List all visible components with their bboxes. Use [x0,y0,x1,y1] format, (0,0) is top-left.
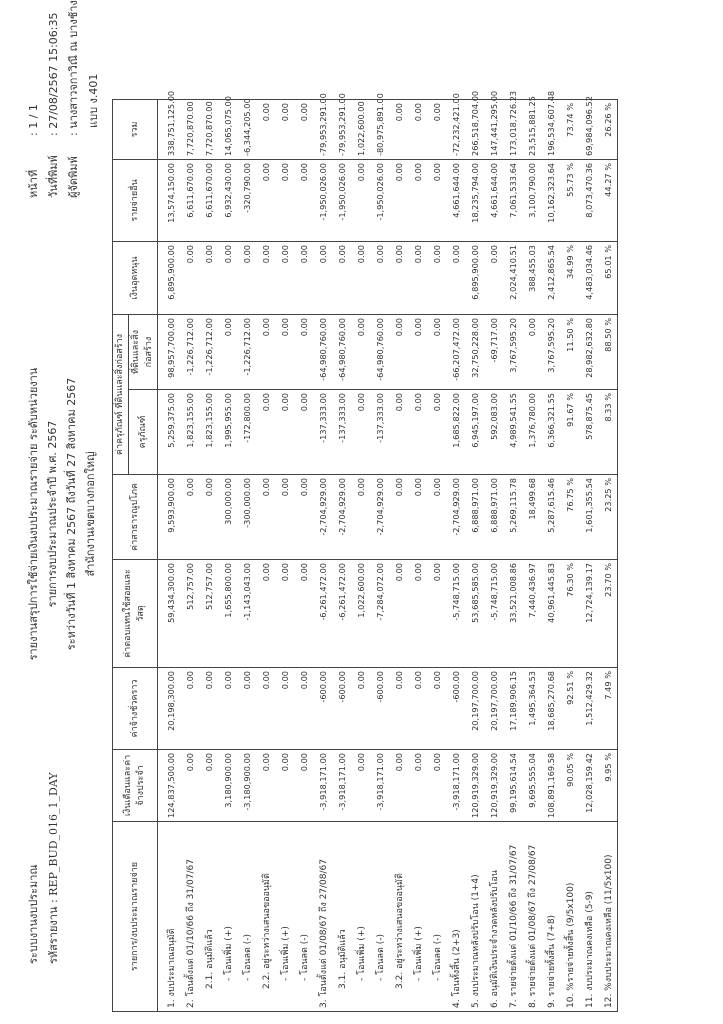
cell-salary: 120,919,329.00 [484,750,503,822]
cell-salary: 99,195,614.54 [503,750,522,822]
cell-land-building: 32,750,228.00 [465,314,484,389]
cell-subsidy: 65.01 % [598,241,618,314]
cell-temp-wage: -600.00 [446,668,465,750]
cell-total: 0.00 [408,99,427,159]
form-code: แบบ ง.401 [87,73,100,128]
cell-equipment: 8.33 % [598,390,618,475]
cell-utilities: 1,601,355.54 [579,475,598,560]
cell-compensation: 0.00 [294,560,313,668]
cell-equipment: 1,995,955.00 [218,390,237,475]
cell-compensation: -5,748,715.00 [446,560,465,668]
cell-temp-wage: 0.00 [351,668,370,750]
fiscal-year: รายการงบประมาณประจำปี พ.ศ. 2567 [46,420,59,608]
system-name: ระบบงานงบประมาณ [27,864,40,964]
cell-salary: 90.05 % [560,750,579,822]
cell-utilities: 5,287,615.46 [541,475,560,560]
table-row [541,99,560,1011]
col-item: รายการ/งบประมาณรายจ่าย [113,822,158,1012]
cell-salary: 0.00 [275,750,294,822]
cell-subsidy: 0.00 [446,241,465,314]
cell-other: 4,661,644.00 [484,159,503,241]
table-row [237,99,256,1011]
report-title: รายงานสรุปการใช้จ่ายเงินงบประมาณรายจ่าย ระดับหน่วยงาน [27,367,40,661]
cell-land-building: -1,226,712.00 [199,314,218,389]
cell-utilities: 6,888,971.00 [484,475,503,560]
col-utilities: ค่าสาธารณูปโภค [113,475,158,560]
table-row [294,99,313,1011]
cell-other: 7,061,533.64 [503,159,522,241]
cell-total: 26.26 % [598,99,618,159]
cell-subsidy: 2,412,865.54 [541,241,560,314]
cell-salary: -3,180,900.00 [237,750,256,822]
col-subsidy: เงินอุดหนุน [113,241,158,314]
cell-land-building: 3,767,595.20 [541,314,560,389]
cell-other: -1,950,026.00 [370,159,389,241]
cell-utilities: -2,704,929.00 [313,475,332,560]
cell-temp-wage: 0.00 [427,668,446,750]
cell-salary: 120,919,329.00 [465,750,484,822]
row-label: 7. รายจ่ายตั้งแต่ 01/10/66 ถึง 31/07/67 [503,822,522,1012]
print-date-label: วันที่พิมพ์ [47,155,60,198]
cell-total: 0.00 [256,99,275,159]
cell-utilities: 0.00 [180,475,199,560]
cell-temp-wage: 17,189,906.15 [503,668,522,750]
cell-subsidy: 0.00 [370,241,389,314]
cell-compensation: 0.00 [389,560,408,668]
cell-salary: 108,891,169.58 [541,750,560,822]
cell-other: 0.00 [389,159,408,241]
cell-other: 10,162,323.64 [541,159,560,241]
row-label: 6. อนุมัติเงินประจำงวดหลังปรับโอน [484,822,503,1012]
cell-compensation: 0.00 [256,560,275,668]
cell-other: 44.27 % [598,159,618,241]
cell-salary: 0.00 [427,750,446,822]
cell-subsidy: 388,455.03 [522,241,541,314]
row-label: 9. รายจ่ายทั้งสิ้น (7+8) [541,822,560,1012]
table-row [389,99,408,1011]
cell-salary: 0.00 [389,750,408,822]
row-label: - โอนลด (-) [427,822,446,1012]
cell-utilities: 0.00 [199,475,218,560]
cell-total: 7,720,870.00 [180,99,199,159]
cell-utilities: 23.25 % [598,475,618,560]
cell-utilities: 9,593,900.00 [158,475,181,560]
table-row [218,99,237,1011]
cell-compensation: -6,261,472.00 [313,560,332,668]
cell-land-building: -64,980,760.00 [370,314,389,389]
cell-compensation: 76.30 % [560,560,579,668]
cell-subsidy: 0.00 [389,241,408,314]
budget-summary-table [112,90,618,1012]
cell-utilities: 76.75 % [560,475,579,560]
table-row [408,99,427,1011]
cell-utilities: 0.00 [256,475,275,560]
cell-equipment: 0.00 [389,390,408,475]
cell-utilities: 0.00 [351,475,370,560]
cell-total: 338,751,125.00 [158,99,181,159]
cell-equipment: -137,333.00 [370,390,389,475]
cell-other: 3,100,790.00 [522,159,541,241]
table-row [313,99,332,1011]
cell-equipment: 0.00 [275,390,294,475]
cell-compensation: 23.70 % [598,560,618,668]
table-row [598,99,618,1011]
cell-equipment: 5,259,375.00 [158,390,181,475]
cell-total: -72,232,421.00 [446,99,465,159]
cell-utilities: -2,704,929.00 [446,475,465,560]
cell-temp-wage: 0.00 [389,668,408,750]
row-label: - โอนลด (-) [370,822,389,1012]
row-label: - โอนลด (-) [237,822,256,1012]
cell-compensation: -6,261,472.00 [332,560,351,668]
cell-land-building: 0.00 [275,314,294,389]
table-row [579,99,598,1011]
cell-total: 0.00 [294,99,313,159]
row-label: 3. โอนตั้งแต่ 01/08/67 ถึง 27/08/67 [313,822,332,1012]
table-row [370,99,389,1011]
cell-salary: -3,918,171.00 [370,750,389,822]
cell-total: 23,515,881.25 [522,99,541,159]
cell-salary: -3,918,171.00 [313,750,332,822]
cell-equipment: -137,333.00 [332,390,351,475]
cell-land-building: -64,980,760.00 [332,314,351,389]
cell-total: 14,065,075.00 [218,99,237,159]
cell-subsidy: 0.00 [332,241,351,314]
page-number-label: หน้าที่ [27,169,40,198]
cell-equipment: 1,823,155.00 [199,390,218,475]
cell-subsidy: 0.00 [484,241,503,314]
cell-equipment: 578,875.45 [579,390,598,475]
cell-total: 266,518,704.00 [465,99,484,159]
cell-other: 0.00 [408,159,427,241]
cell-temp-wage: 0.00 [408,668,427,750]
cell-equipment: 6,945,197.00 [465,390,484,475]
col-other: รายจ่ายอื่น [113,159,158,241]
cell-compensation: 53,685,585.00 [465,560,484,668]
row-label: 2. โอนตั้งแต่ 01/10/66 ถึง 31/07/67 [180,822,199,1012]
cell-subsidy: 0.00 [199,241,218,314]
cell-land-building: 0.00 [218,314,237,389]
row-label: 8. รายจ่ายตั้งแต่ 01/08/67 ถึง 27/08/67 [522,822,541,1012]
table-row [446,99,465,1011]
cell-temp-wage: 20,198,300.00 [158,668,181,750]
cell-total: 0.00 [427,99,446,159]
header-left [24,772,64,964]
cell-temp-wage: 0.00 [199,668,218,750]
cell-total: 7,720,870.00 [199,99,218,159]
cell-equipment: 1,823,155.00 [180,390,199,475]
table-row [180,99,199,1011]
cell-compensation: 512,757.00 [199,560,218,668]
cell-compensation: 33,521,008.86 [503,560,522,668]
cell-temp-wage: 1,495,364.53 [522,668,541,750]
cell-salary: 9,695,555.04 [522,750,541,822]
header-right [24,0,104,198]
printed-by-label: ผู้จัดพิมพ์ [67,156,80,198]
cell-land-building: 0.00 [408,314,427,389]
cell-other: 0.00 [294,159,313,241]
cell-other: -320,790.00 [237,159,256,241]
row-label: 2.1. อนุมัติแล้ว [199,822,218,1012]
cell-total: -79,953,291.00 [332,99,351,159]
cell-utilities: 0.00 [427,475,446,560]
cell-equipment: 0.00 [351,390,370,475]
cell-salary: 0.00 [180,750,199,822]
date-range: ระหว่างวันที่ 1 สิงหาคม 2567 ถึงวันที่ 27 สิงหาคม 2567 [65,377,78,651]
cell-land-building: 0.00 [427,314,446,389]
cell-land-building: -1,226,712.00 [180,314,199,389]
report-code: รหัสรายงาน : REP_BUD_016_1_DAY [47,772,60,964]
row-label: - โอนลด (-) [294,822,313,1012]
cell-temp-wage: 18,685,270.68 [541,668,560,750]
office-name: สำนักงานเขตบางกอกใหญ่ [84,451,97,577]
cell-compensation: -7,284,072.00 [370,560,389,668]
cell-temp-wage: 20,197,700.00 [484,668,503,750]
cell-compensation: 12,724,139.17 [579,560,598,668]
table-row [351,99,370,1011]
cell-temp-wage: 0.00 [256,668,275,750]
cell-utilities: 0.00 [275,475,294,560]
cell-equipment: 1,685,822.00 [446,390,465,475]
cell-utilities: -2,704,929.00 [332,475,351,560]
cell-equipment: 91.67 % [560,390,579,475]
cell-total: -6,344,205.00 [237,99,256,159]
cell-total: 0.00 [389,99,408,159]
cell-land-building: -64,980,760.00 [313,314,332,389]
row-label: 10. %รายจ่ายทั้งสิ้น (9/5x100) [560,822,579,1012]
cell-temp-wage: 0.00 [180,668,199,750]
cell-utilities: 6,888,971.00 [465,475,484,560]
cell-salary: 3,180,900.00 [218,750,237,822]
table-row [332,99,351,1011]
cell-compensation: 7,440,436.97 [522,560,541,668]
cell-temp-wage: 1,512,429.32 [579,668,598,750]
col-salary: เงินเดือนและค่าจ้างประจำ [113,750,158,822]
cell-other: 18,235,794.00 [465,159,484,241]
cell-compensation: -5,748,715.00 [484,560,503,668]
cell-other: 6,932,430.00 [218,159,237,241]
cell-salary: 0.00 [351,750,370,822]
cell-utilities: -300,000.00 [237,475,256,560]
cell-other: 8,073,470.36 [579,159,598,241]
cell-temp-wage: 0.00 [218,668,237,750]
cell-salary: 124,837,500.00 [158,750,181,822]
cell-subsidy: 0.00 [275,241,294,314]
row-label: 3.2. อยู่ระหว่างเสนอขออนุมัติ [389,822,408,1012]
cell-compensation: 59,434,300.00 [158,560,181,668]
cell-equipment: -137,333.00 [313,390,332,475]
table-row [503,99,522,1011]
table-row [560,99,579,1011]
row-label: 5. งบประมาณหลังปรับโอน (1+4) [465,822,484,1012]
col-total: รวม [113,99,158,159]
cell-temp-wage: -600.00 [332,668,351,750]
cell-temp-wage: 20,197,700.00 [465,668,484,750]
cell-compensation: 40,961,445.83 [541,560,560,668]
cell-equipment: 0.00 [294,390,313,475]
print-date-value: : 27/08/2567 15:06:35 [47,12,60,136]
cell-total: -79,953,291.00 [313,99,332,159]
page-number-value: : 1 / 1 [27,104,40,136]
cell-equipment: 1,376,780.00 [522,390,541,475]
cell-other: 6,611,670.00 [180,159,199,241]
cell-temp-wage: 7.49 % [598,668,618,750]
cell-compensation: 0.00 [408,560,427,668]
cell-subsidy: 6,895,900.00 [158,241,181,314]
cell-other: -1,950,026.00 [332,159,351,241]
col-land-building: ที่ดินและสิ่งก่อสร้าง [129,314,158,389]
cell-land-building: 88.50 % [598,314,618,389]
cell-equipment: 0.00 [427,390,446,475]
cell-total: 147,441,295.00 [484,99,503,159]
cell-subsidy: 0.00 [294,241,313,314]
col-equipment: ครุภัณฑ์ [129,390,158,475]
cell-land-building: -69,717.00 [484,314,503,389]
cell-salary: 0.00 [294,750,313,822]
cell-land-building: -1,226,712.00 [237,314,256,389]
cell-land-building: 0.00 [389,314,408,389]
cell-subsidy: 2,024,410.51 [503,241,522,314]
cell-land-building: 98,957,700.00 [158,314,181,389]
cell-salary: 0.00 [408,750,427,822]
cell-utilities: 18,499.68 [522,475,541,560]
row-label: 1. งบประมาณอนุมัติ [158,822,181,1012]
cell-equipment: 592,083.00 [484,390,503,475]
table-row [199,99,218,1011]
cell-temp-wage: 92.51 % [560,668,579,750]
cell-subsidy: 0.00 [427,241,446,314]
print-date-row [44,0,64,198]
cell-equipment: 0.00 [256,390,275,475]
cell-subsidy: 0.00 [237,241,256,314]
table-row [427,99,446,1011]
cell-subsidy: 0.00 [256,241,275,314]
page-number-row [24,0,44,198]
cell-other: 0.00 [427,159,446,241]
row-label: - โอนเพิ่ม (+) [408,822,427,1012]
cell-utilities: 0.00 [389,475,408,560]
cell-other: 4,661,644.00 [446,159,465,241]
header-center [24,304,100,724]
cell-total: 196,534,607.48 [541,99,560,159]
cell-salary: 12,028,159.42 [579,750,598,822]
row-label: 12. %งบประมาณคงเหลือ (11/5x100) [598,822,618,1012]
table-row [465,99,484,1011]
table-row [256,99,275,1011]
row-label: 11. งบประมาณคงเหลือ (5-9) [579,822,598,1012]
cell-land-building: 28,982,632.80 [579,314,598,389]
cell-utilities: 0.00 [408,475,427,560]
cell-other: 6,611,670.00 [199,159,218,241]
cell-compensation: 512,757.00 [180,560,199,668]
cell-equipment: 0.00 [408,390,427,475]
table-row [522,99,541,1011]
cell-land-building: 0.00 [294,314,313,389]
cell-compensation: 0.00 [275,560,294,668]
cell-temp-wage: 0.00 [237,668,256,750]
row-label: - โอนเพิ่ม (+) [275,822,294,1012]
cell-temp-wage: 0.00 [294,668,313,750]
cell-salary: -3,918,171.00 [446,750,465,822]
cell-salary: 0.00 [256,750,275,822]
cell-other: 55.73 % [560,159,579,241]
cell-total: 0.00 [275,99,294,159]
cell-temp-wage: -600.00 [370,668,389,750]
cell-land-building: 0.00 [351,314,370,389]
cell-temp-wage: 0.00 [275,668,294,750]
table-row [484,99,503,1011]
table-body [158,90,618,1011]
cell-compensation: 1,655,800.00 [218,560,237,668]
cell-subsidy: 0.00 [313,241,332,314]
cell-equipment: 6,366,321.55 [541,390,560,475]
cell-subsidy: 4,483,034.46 [579,241,598,314]
table-row [275,99,294,1011]
col-compensation: ค่าตอบแทนใช้สอยและวัสดุ [113,560,158,668]
row-label: - โอนเพิ่ม (+) [218,822,237,1012]
cell-subsidy: 0.00 [351,241,370,314]
col-temp-wage: ค่าจ้างชั่วคราว [113,668,158,750]
row-label: - โอนเพิ่ม (+) [351,822,370,1012]
cell-total: 69,984,096.52 [579,99,598,159]
cell-subsidy: 0.00 [408,241,427,314]
cell-subsidy: 34.99 % [560,241,579,314]
cell-land-building: -66,207,472.00 [446,314,465,389]
printed-by-value: : นางสาวจกาวิณี ณ บางช้าง [67,0,80,136]
col-capex-group: ค่าครุภัณฑ์ ที่ดินและสิ่งก่อสร้าง [113,314,129,474]
cell-land-building: 11.50 % [560,314,579,389]
row-label: 3.1. อนุมัติแล้ว [332,822,351,1012]
cell-total: -80,975,891.00 [370,99,389,159]
cell-temp-wage: -600.00 [313,668,332,750]
cell-equipment: 4,989,541.55 [503,390,522,475]
cell-equipment: -172,800.00 [237,390,256,475]
cell-subsidy: 6,895,900.00 [465,241,484,314]
cell-salary: -3,918,171.00 [332,750,351,822]
row-label: 4. โอนทั้งสิ้น (2+3) [446,822,465,1012]
cell-land-building: 3,767,595.20 [503,314,522,389]
cell-other: 0.00 [275,159,294,241]
cell-salary: 0.00 [199,750,218,822]
cell-utilities: 0.00 [294,475,313,560]
table-row [158,99,181,1011]
cell-utilities: 300,000.00 [218,475,237,560]
cell-compensation: 0.00 [427,560,446,668]
cell-salary: 9.95 % [598,750,618,822]
cell-utilities: 5,269,115.78 [503,475,522,560]
cell-other: -1,950,026.00 [313,159,332,241]
cell-land-building: 0.00 [522,314,541,389]
header-row [113,99,129,1011]
cell-other: 0.00 [256,159,275,241]
cell-other: 0.00 [351,159,370,241]
cell-total: 173,018,726.23 [503,99,522,159]
cell-total: 73.74 % [560,99,579,159]
cell-compensation: 1,022,600.00 [351,560,370,668]
printed-by-row [64,0,84,198]
cell-subsidy: 0.00 [180,241,199,314]
row-label: 2.2. อยู่ระหว่างเสนอขออนุมัติ [256,822,275,1012]
cell-other: 13,574,150.00 [158,159,181,241]
cell-total: 1,022,600.00 [351,99,370,159]
cell-land-building: 0.00 [256,314,275,389]
cell-subsidy: 0.00 [218,241,237,314]
cell-compensation: -1,143,043.00 [237,560,256,668]
cell-utilities: -2,704,929.00 [370,475,389,560]
